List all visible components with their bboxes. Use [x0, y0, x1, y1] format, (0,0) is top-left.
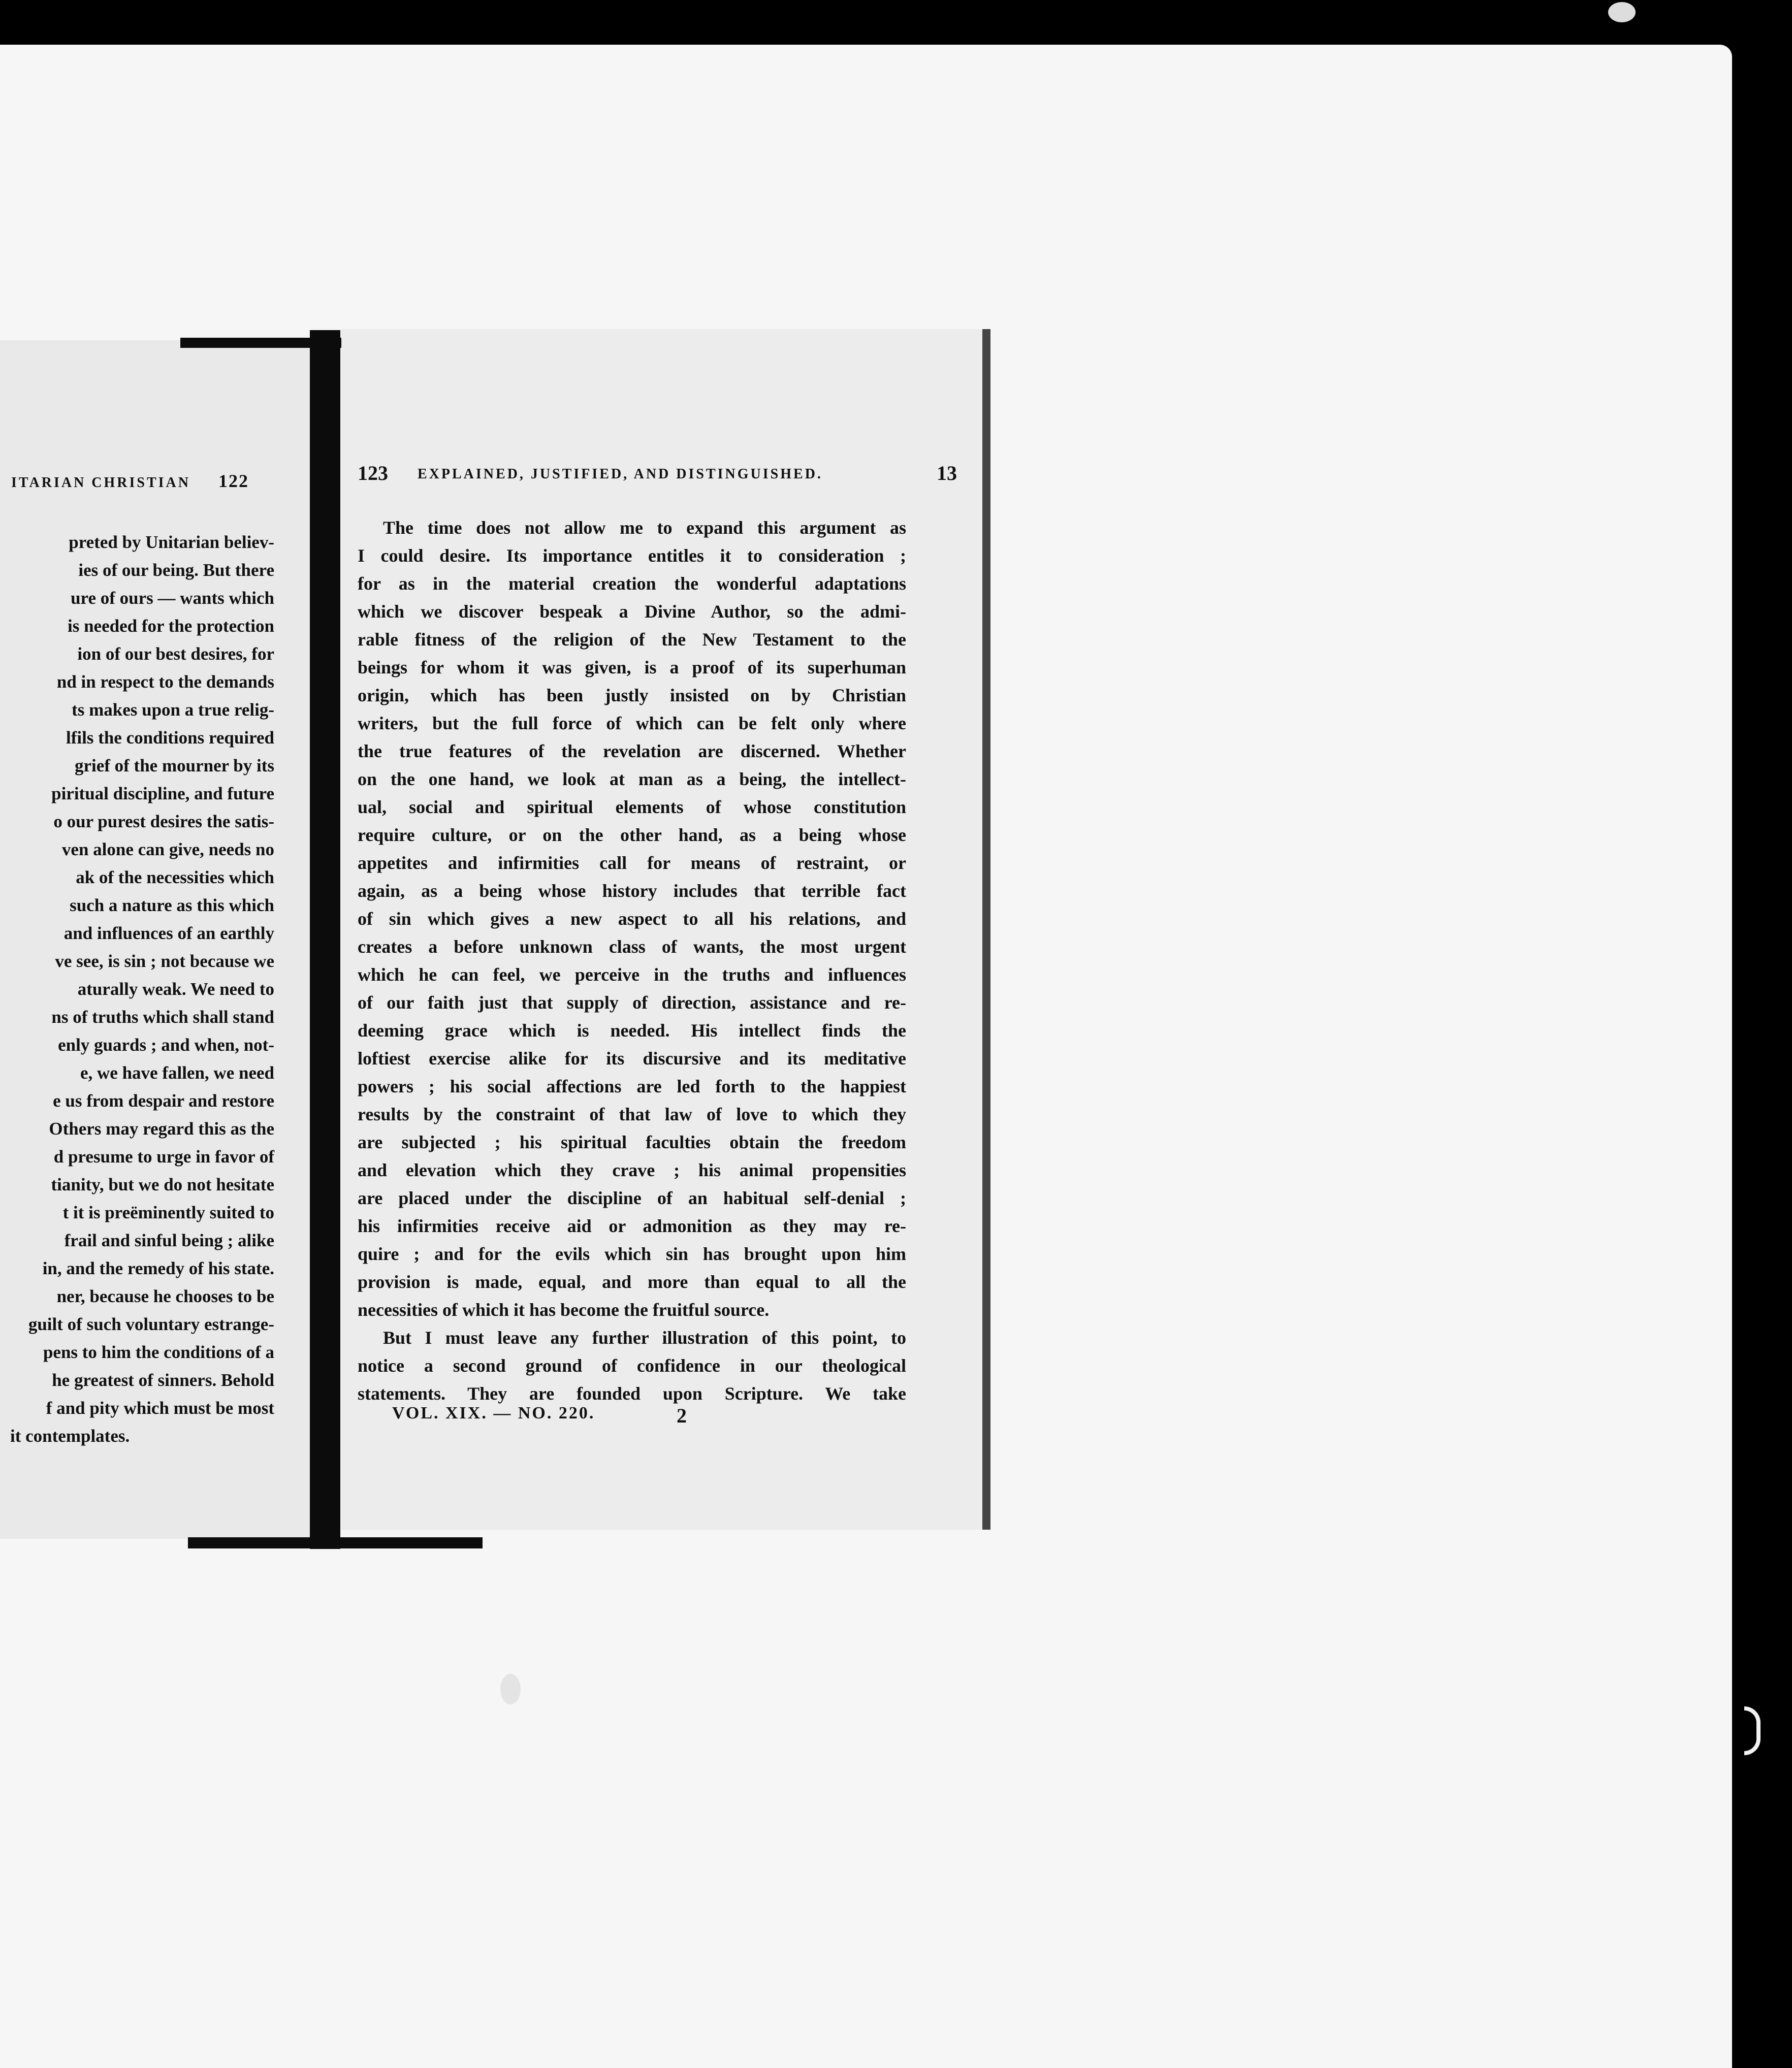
right-page-number: 13 [937, 462, 957, 484]
text-line: pens to him the conditions of a [43, 1342, 274, 1362]
text-line: t it is preëminently suited to [62, 1203, 274, 1222]
text-line: nd in respect to the demands [56, 672, 274, 692]
text-line: preted by Unitarian believ- [69, 532, 274, 552]
text-line: grief of the mourner by its [74, 756, 274, 776]
text-line: creates a before unknown class of wants, the most urgent [358, 936, 906, 957]
text-line: of sin which gives a new aspect to all his relations, and [358, 909, 906, 929]
binding-clip-bottom [188, 1537, 483, 1548]
text-line: e us from despair and restore [53, 1091, 274, 1111]
text-line: ies of our being. But there [78, 560, 274, 580]
text-line: statements. They are founded upon Scripture. We take [358, 1383, 906, 1404]
text-line: his infirmities receive aid or admonition as they may re- [358, 1216, 906, 1236]
text-line: again, as a being whose history includes that terrible fact [358, 881, 906, 901]
text-line: loftiest exercise alike for its discursive and its meditative [358, 1048, 906, 1069]
text-line: ak of the necessities which [76, 867, 274, 887]
text-line: guilt of such voluntary estrange- [28, 1314, 274, 1334]
text-line: ns of truths which shall stand [51, 1007, 274, 1027]
text-line: which he can feel, we perceive in the truths and influences [358, 964, 906, 985]
text-line: powers ; his social affections are led forth to the happiest [358, 1076, 906, 1096]
left-page-header [0, 470, 249, 492]
book-spine [310, 330, 340, 1549]
text-line: quire ; and for the evils which sin has brought upon him [358, 1244, 906, 1264]
left-running-head: ITARIAN CHRISTIAN [11, 475, 190, 491]
text-line: frail and sinful being ; alike [64, 1231, 274, 1250]
signature-mark: 2 [677, 1404, 687, 1427]
text-line: ure of ours — wants which [71, 588, 274, 608]
text-line: beings for whom it was given, is a proof of its superhuman [358, 657, 906, 677]
text-line: tianity, but we do not hesitate [51, 1175, 274, 1194]
text-line: such a nature as this which [70, 895, 274, 915]
right-page [341, 329, 990, 1530]
text-line: and influences of an earthly [63, 923, 274, 943]
left-page-text [0, 528, 274, 1450]
right-page-number-left: 123 [358, 462, 388, 484]
text-line: rable fitness of the religion of the New Testament to the [358, 629, 906, 650]
text-line: writers, but the full force of which can be felt only where [358, 713, 906, 733]
text-line: deeming grace which is needed. His intellect finds the [358, 1020, 906, 1041]
text-line: which we discover bespeak a Divine Author, so the admi- [358, 601, 906, 622]
left-page-number: 122 [218, 471, 249, 491]
text-line: necessities of which it has become the fruitful source. [358, 1300, 770, 1320]
text-line: appetites and infirmities call for means of restraint, or [358, 853, 906, 873]
film-speck [1608, 2, 1636, 22]
text-line: ion of our best desires, for [77, 644, 274, 664]
text-line: ual, social and spiritual elements of whose constitution [358, 797, 906, 817]
volume-signature: VOL. XIX. — NO. 220. [392, 1404, 595, 1423]
text-line: ve see, is sin ; not because we [55, 951, 274, 971]
text-line: is needed for the protection [68, 616, 274, 636]
text-line: o our purest desires the satis- [53, 812, 274, 831]
text-line: Others may regard this as the [49, 1119, 274, 1139]
text-line: I could desire. Its importance entitles it to consideration ; [358, 545, 906, 566]
text-line: notice a second ground of confidence in our theological [358, 1355, 906, 1376]
film-notch [1744, 1706, 1761, 1755]
text-line: the true features of the revelation are discerned. Whether [358, 741, 906, 761]
text-line: in, and the remedy of his state. [42, 1258, 274, 1278]
text-line: piritual discipline, and future [51, 784, 274, 803]
text-line: ner, because he chooses to be [56, 1286, 274, 1306]
text-line: for as in the material creation the wonderful adaptations [358, 573, 906, 594]
right-running-head: EXPLAINED, JUSTIFIED, AND DISTINGUISHED. [418, 466, 823, 482]
right-page-footer [392, 1404, 849, 1434]
text-line: he greatest of sinners. Behold [52, 1370, 274, 1390]
text-line: it contemplates. [10, 1426, 130, 1446]
text-line: e, we have fallen, we need [80, 1063, 274, 1083]
text-line: are placed under the discipline of an habitual self-denial ; [358, 1188, 906, 1208]
text-line: ven alone can give, needs no [61, 839, 274, 859]
text-line: origin, which has been justly insisted on by Christian [358, 685, 906, 705]
text-line: results by the constraint of that law of love to which they [358, 1104, 906, 1124]
text-line: enly guards ; and when, not- [58, 1035, 274, 1055]
text-line: lfils the conditions required [66, 728, 274, 748]
text-line: d presume to urge in favor of [53, 1147, 274, 1167]
left-page [0, 340, 325, 1539]
text-line: provision is made, equal, and more than equal to all the [358, 1272, 906, 1292]
text-line: of our faith just that supply of direction, assistance and re- [358, 992, 906, 1013]
film-speck [500, 1674, 521, 1704]
text-line: But I must leave any further illustration of this point, to [383, 1328, 906, 1348]
text-line: aturally weak. We need to [77, 979, 274, 999]
text-line: f and pity which must be most [46, 1398, 274, 1418]
text-line: are subjected ; his spiritual faculties obtain the freedom [358, 1132, 906, 1152]
text-line: ts makes upon a true relig- [72, 700, 274, 720]
right-page-text [358, 514, 906, 1408]
text-line: The time does not allow me to expand this argument as [383, 518, 906, 538]
text-line: on the one hand, we look at man as a being, the intellect- [358, 769, 906, 789]
text-line: require culture, or on the other hand, as a being whose [358, 825, 906, 845]
text-line: and elevation which they crave ; his animal propensities [358, 1160, 906, 1180]
right-page-header [358, 461, 957, 492]
